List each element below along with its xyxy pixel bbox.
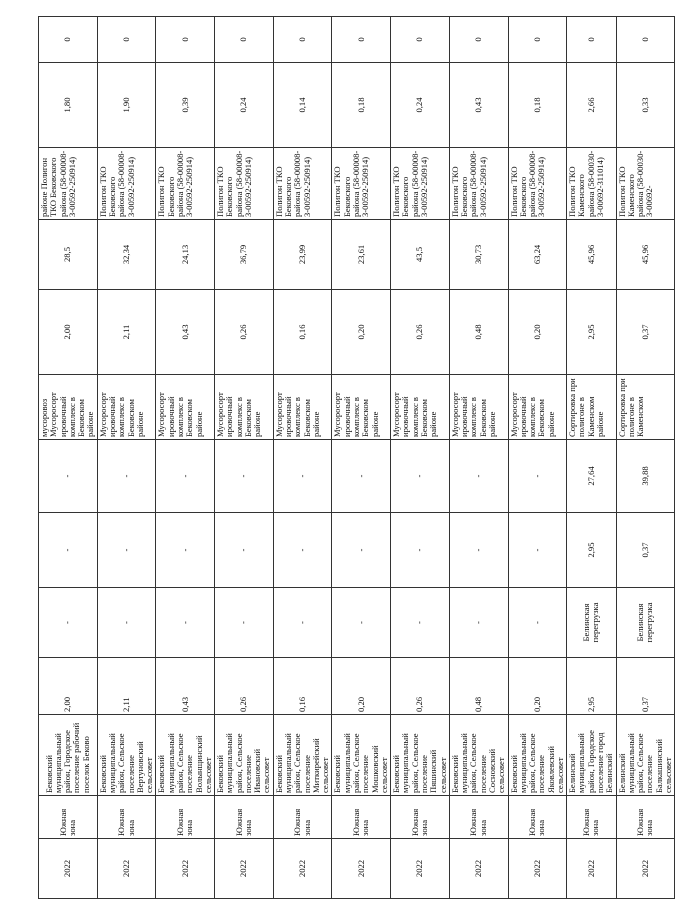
transfer-station-cell — [273, 588, 332, 658]
disposal-site-cell-text: Полигон ТКО Бековского района (58-00008-З-00592-250914) — [273, 150, 312, 217]
extra-value-cell — [156, 17, 215, 63]
processing-mass-cell-text: 2,00 — [62, 324, 73, 340]
processing-residual-cell-text: 28,5 — [62, 246, 73, 263]
transfer-mass-cell-text: - — [62, 548, 73, 552]
disposal-site-cell — [39, 148, 98, 220]
table-row — [97, 17, 156, 899]
municipality-cell — [391, 715, 450, 796]
municipality-cell — [567, 715, 616, 796]
year-cell — [449, 839, 508, 899]
disposal-mass-cell-text: 0,39 — [179, 97, 190, 113]
table-row — [449, 17, 508, 899]
year-cell-text: 2022 — [296, 859, 307, 878]
transfer-mass-cell — [508, 513, 567, 588]
processing-residual-cell-text: 24,13 — [179, 244, 190, 265]
year-cell-text: 2022 — [585, 859, 596, 878]
extra-value-cell — [508, 17, 567, 63]
waste-mass-cell — [567, 658, 616, 715]
disposal-site-cell-text: Полигон ТКО Бековского района (58-00008-З-00592-250914) — [449, 150, 488, 217]
disposal-mass-cell — [616, 63, 675, 148]
municipality-cell-text: Бековский муниципальный район, Сельское поселение Волынщинский сельсовет — [156, 733, 213, 793]
disposal-site-cell — [449, 148, 508, 220]
table-row — [215, 17, 274, 899]
transfer-mass-cell — [273, 513, 332, 588]
table-row — [156, 17, 215, 899]
disposal-site-cell-text: Полигон ТКО Каменского района (58-00030-З-00692- — [616, 150, 655, 217]
zone-cell — [97, 796, 156, 839]
waste-mass-cell-text: 0,26 — [238, 696, 249, 712]
processing-mass-cell — [273, 290, 332, 375]
disposal-mass-cell-text: 0,24 — [238, 97, 249, 113]
municipality-cell — [616, 715, 675, 796]
municipality-cell — [508, 715, 567, 796]
transfer-station-cell — [39, 588, 98, 658]
year-cell-text: 2022 — [531, 859, 542, 878]
extra-value-cell-text: 0 — [62, 37, 73, 42]
transfer-station-cell-text: - — [179, 621, 190, 624]
transfer-residual-cell-text: - — [62, 474, 73, 478]
year-cell-text: 2022 — [179, 859, 190, 878]
zone-cell — [332, 796, 391, 839]
waste-mass-cell — [332, 658, 391, 715]
disposal-mass-cell — [508, 63, 567, 148]
transfer-mass-cell — [449, 513, 508, 588]
municipality-cell-text: Бековский муниципальный район, Городское поселение рабочий поселок Беково — [43, 722, 91, 793]
zone-cell — [391, 796, 450, 839]
zone-cell-text: Южная зона — [233, 808, 253, 836]
municipality-cell — [97, 715, 156, 796]
disposal-mass-cell — [449, 63, 508, 148]
disposal-site-cell-text: Полигон ТКО Бековского района (58-00008-З-00592-250914) — [332, 150, 371, 217]
transfer-residual-cell — [273, 440, 332, 513]
disposal-mass-cell — [39, 63, 98, 148]
waste-mass-cell — [391, 658, 450, 715]
transfer-residual-cell — [39, 440, 98, 513]
processing-residual-cell — [332, 220, 391, 290]
waste-mass-cell — [97, 658, 156, 715]
disposal-mass-cell — [273, 63, 332, 148]
processing-facility-cell — [616, 375, 675, 440]
zone-cell — [449, 796, 508, 839]
transfer-mass-cell-text: - — [355, 548, 366, 552]
processing-facility-cell — [273, 375, 332, 440]
processing-residual-cell-text: 63,24 — [531, 244, 542, 265]
processing-facility-cell-text: Мусоросорт ировочный комплекс в Бековском районе — [449, 392, 497, 437]
municipality-cell-text: Бековский муниципальный район, Сельское поселение Мошковский сельсовет — [332, 733, 389, 793]
table-row — [391, 17, 450, 899]
processing-mass-cell — [156, 290, 215, 375]
table-row — [332, 17, 391, 899]
year-cell-text: 2022 — [473, 859, 484, 878]
transfer-station-cell-text: Белинская перегрузка — [635, 602, 655, 643]
waste-mass-cell — [508, 658, 567, 715]
year-cell — [39, 839, 98, 899]
transfer-residual-cell — [332, 440, 391, 513]
waste-mass-cell — [616, 658, 675, 715]
transfer-station-cell — [391, 588, 450, 658]
transfer-residual-cell — [508, 440, 567, 513]
processing-facility-cell-text: Мусоросорт ировочный комплекс в Бековском районе — [156, 392, 204, 437]
disposal-site-cell-text: Полигон ТКО Бековского района (58-00008-З-00592-250914) — [391, 150, 429, 217]
municipality-cell-text: Белинский муниципальный район, Городское поселение город Белинский — [567, 730, 615, 793]
zone-cell-text: Южная зона — [468, 808, 488, 836]
transfer-mass-cell — [391, 513, 450, 588]
processing-facility-cell-text: Мусоросорт ировочный комплекс в Бековском районе — [508, 392, 556, 437]
transfer-mass-cell — [215, 513, 274, 588]
extra-value-cell-text: 0 — [120, 37, 131, 42]
disposal-site-cell — [215, 148, 274, 220]
zone-cell-text: Южная зона — [581, 808, 601, 836]
transfer-residual-cell — [449, 440, 508, 513]
transfer-residual-cell-text: - — [355, 474, 366, 478]
table-row — [567, 17, 616, 899]
table-row — [39, 17, 98, 899]
transfer-station-cell — [449, 588, 508, 658]
processing-mass-cell — [391, 290, 450, 375]
disposal-site-cell — [97, 148, 156, 220]
processing-mass-cell-text: 0,26 — [238, 324, 249, 340]
transfer-mass-cell-text: - — [531, 548, 542, 552]
processing-mass-cell — [39, 290, 98, 375]
disposal-mass-cell — [391, 63, 450, 148]
transfer-station-cell-text: - — [473, 621, 484, 624]
year-cell-text: 2022 — [62, 859, 73, 878]
zone-cell-text: Южная зона — [409, 808, 429, 836]
transfer-station-cell-text: - — [296, 621, 307, 624]
extra-value-cell-text: 0 — [531, 37, 542, 42]
disposal-mass-cell-text: 1,80 — [62, 97, 73, 113]
processing-facility-cell — [508, 375, 567, 440]
municipality-cell-text: Бековский муниципальный район, Сельское поселение Сосновский сельсовет — [449, 733, 507, 793]
municipality-cell-text: Бековский муниципальный район, Сельское поселение Вертуновский сельсовет — [97, 733, 155, 793]
transfer-station-cell — [156, 588, 215, 658]
year-cell — [332, 839, 391, 899]
transfer-station-cell-text: - — [120, 621, 131, 624]
transfer-mass-cell — [616, 513, 675, 588]
table-row — [508, 17, 567, 899]
municipality-cell — [273, 715, 332, 796]
waste-mass-cell-text: 0,16 — [296, 696, 307, 712]
zone-cell-text: Южная зона — [527, 808, 547, 836]
transfer-residual-cell-text: - — [120, 474, 131, 478]
processing-facility-cell-text: Мусоросорт ировочный комплекс в Бековском районе — [273, 392, 321, 437]
disposal-site-cell-text: Полигон ТКО Каменского района (58-00030-З-00692-311014) — [567, 150, 606, 217]
processing-residual-cell-text: 43,5 — [414, 246, 425, 263]
extra-value-cell-text: 0 — [585, 37, 596, 42]
processing-residual-cell — [273, 220, 332, 290]
transfer-residual-cell-text: - — [238, 474, 249, 478]
waste-mass-cell-text: 2,00 — [62, 696, 73, 712]
processing-facility-cell-text: мусоровоз Мусоросорт ировочный комплекс в Бековском районе — [39, 392, 96, 437]
waste-mass-cell-text: 0,37 — [639, 696, 650, 712]
processing-mass-cell — [508, 290, 567, 375]
transfer-mass-cell — [39, 513, 98, 588]
municipality-cell — [332, 715, 391, 796]
zone-cell — [39, 796, 98, 839]
extra-value-cell-text: 0 — [473, 37, 484, 42]
processing-residual-cell-text: 45,96 — [639, 244, 650, 265]
transfer-mass-cell — [156, 513, 215, 588]
disposal-mass-cell — [215, 63, 274, 148]
waste-mass-cell-text: 0,20 — [531, 696, 542, 712]
year-cell — [156, 839, 215, 899]
waste-mass-cell-text: 0,20 — [355, 696, 366, 712]
processing-mass-cell-text: 0,26 — [414, 324, 425, 340]
disposal-mass-cell — [332, 63, 391, 148]
transfer-residual-cell-text: - — [296, 474, 307, 478]
zone-cell — [215, 796, 274, 839]
extra-value-cell-text: 0 — [414, 37, 425, 42]
disposal-site-cell — [567, 148, 616, 220]
year-cell — [215, 839, 274, 899]
processing-residual-cell-text: 23,61 — [355, 244, 366, 265]
zone-cell-text: Южная зона — [174, 808, 195, 836]
processing-residual-cell-text: 30,73 — [473, 244, 484, 265]
transfer-residual-cell — [616, 440, 675, 513]
processing-facility-cell-text: Мусоросорт ировочный комплекс в Бековском районе — [215, 392, 263, 437]
processing-mass-cell-text: 0,20 — [355, 324, 366, 340]
processing-facility-cell — [215, 375, 274, 440]
processing-mass-cell — [215, 290, 274, 375]
transfer-residual-cell-text: - — [531, 474, 542, 478]
extra-value-cell — [332, 17, 391, 63]
municipality-cell — [156, 715, 215, 796]
processing-residual-cell — [391, 220, 450, 290]
zone-cell — [273, 796, 332, 839]
processing-mass-cell-text: 0,37 — [639, 324, 650, 340]
processing-mass-cell — [616, 290, 675, 375]
transfer-station-cell — [567, 588, 616, 658]
disposal-site-cell — [332, 148, 391, 220]
transfer-mass-cell-text: - — [296, 548, 307, 552]
municipality-cell-text: Белинский муниципальный район, Сельское поселение Балкашинский сельсовет — [616, 733, 673, 793]
extra-value-cell-text: 0 — [238, 37, 249, 42]
processing-facility-cell — [156, 375, 215, 440]
processing-mass-cell-text: 2,95 — [585, 324, 596, 340]
transfer-residual-cell-text: - — [473, 474, 484, 478]
waste-mass-cell-text: 0,43 — [179, 696, 190, 712]
year-cell-text: 2022 — [639, 859, 650, 878]
processing-mass-cell-text: 0,48 — [473, 324, 484, 340]
processing-facility-cell — [97, 375, 156, 440]
zone-cell-text: Южная зона — [116, 808, 136, 836]
waste-mass-cell-text: 0,48 — [473, 696, 484, 712]
transfer-mass-cell-text: - — [120, 548, 131, 552]
transfer-station-cell-text: - — [238, 621, 249, 624]
waste-mass-cell-text: 2,11 — [120, 697, 131, 712]
processing-mass-cell — [567, 290, 616, 375]
disposal-site-cell-text: Полигон ТКО Бековского района (58-00008-З-00592-250914) — [215, 150, 253, 217]
extra-value-cell-text: 0 — [296, 37, 307, 42]
extra-value-cell-text: 0 — [639, 37, 650, 42]
zone-cell — [508, 796, 567, 839]
year-cell-text: 2022 — [238, 859, 249, 878]
transfer-station-cell — [508, 588, 567, 658]
extra-value-cell — [97, 17, 156, 63]
transfer-station-cell-text: - — [531, 621, 542, 624]
transfer-station-cell — [215, 588, 274, 658]
transfer-residual-cell — [567, 440, 616, 513]
disposal-site-cell — [391, 148, 450, 220]
municipality-cell-text: Бековский муниципальный район, Сельское поселение Ивановский сельсовет — [215, 733, 272, 793]
disposal-site-cell-text: Полигон ТКО Бековского района (58-00008-З-00592-250914) — [156, 150, 195, 217]
extra-value-cell — [215, 17, 274, 63]
transfer-mass-cell-text: 2,95 — [585, 542, 596, 558]
processing-facility-cell — [39, 375, 98, 440]
waste-mass-cell — [39, 658, 98, 715]
disposal-mass-cell-text: 0,18 — [355, 97, 366, 113]
waste-mass-cell-text: 2,95 — [585, 696, 596, 712]
transfer-station-cell — [97, 588, 156, 658]
year-cell-text: 2022 — [120, 859, 131, 878]
municipality-cell-text: Бековский муниципальный район, Сельское поселение Пяшинский сельсовет — [391, 733, 448, 793]
processing-facility-cell — [391, 375, 450, 440]
waste-mass-cell-text: 0,26 — [414, 696, 425, 712]
extra-value-cell-text: 0 — [179, 37, 190, 42]
transfer-station-cell-text: - — [62, 621, 73, 624]
processing-residual-cell — [215, 220, 274, 290]
municipality-cell-text: Бековский муниципальный район, Сельское поселение Яковлевский сельсовет — [508, 733, 565, 793]
transfer-residual-cell — [156, 440, 215, 513]
transfer-residual-cell-text: 27,64 — [585, 466, 596, 486]
year-cell — [273, 839, 332, 899]
disposal-mass-cell-text: 0,33 — [639, 97, 650, 113]
zone-cell-text: Южная зона — [292, 808, 312, 836]
transfer-mass-cell — [97, 513, 156, 588]
waste-mass-cell — [449, 658, 508, 715]
year-cell — [508, 839, 567, 899]
waste-mass-cell — [156, 658, 215, 715]
processing-facility-cell-text: Сортировка при полигоне в Каменском районе — [567, 378, 606, 437]
processing-residual-cell — [567, 220, 616, 290]
disposal-mass-cell-text: 1,90 — [120, 97, 131, 113]
processing-mass-cell-text: 0,43 — [179, 324, 190, 340]
processing-mass-cell — [97, 290, 156, 375]
table-row — [273, 17, 332, 899]
disposal-site-cell — [273, 148, 332, 220]
zone-cell — [567, 796, 616, 839]
transfer-mass-cell-text: - — [473, 548, 484, 552]
processing-facility-cell — [567, 375, 616, 440]
disposal-site-cell — [508, 148, 567, 220]
waste-mass-cell — [273, 658, 332, 715]
disposal-mass-cell-text: 0,43 — [473, 97, 484, 113]
processing-facility-cell-text: Сортировка при полигоне в Каменском — [616, 378, 646, 437]
transfer-mass-cell — [567, 513, 616, 588]
disposal-mass-cell-text: 0,18 — [531, 97, 542, 113]
processing-residual-cell-text: 32,34 — [120, 244, 131, 265]
municipality-cell — [449, 715, 508, 796]
rotated-table-wrapper — [38, 17, 673, 899]
zone-cell-text: Южная зона — [57, 808, 77, 836]
transfer-mass-cell-text: - — [238, 548, 249, 552]
disposal-mass-cell — [97, 63, 156, 148]
disposal-site-cell-text: Полигон ТКО Бековского района (58-00008-З-00592-250914) — [97, 150, 136, 217]
extra-value-cell — [567, 17, 616, 63]
processing-residual-cell — [156, 220, 215, 290]
transfer-mass-cell-text: - — [179, 548, 190, 552]
transfer-residual-cell — [215, 440, 274, 513]
processing-residual-cell — [616, 220, 675, 290]
year-cell — [97, 839, 156, 899]
year-cell — [391, 839, 450, 899]
extra-value-cell-text: 0 — [355, 37, 366, 42]
zone-cell-text: Южная зона — [351, 808, 371, 836]
zone-cell-text: Южная зона — [635, 808, 655, 836]
processing-facility-cell-text: Мусоросорт ировочный комплекс в Бековском районе — [391, 392, 439, 437]
transfer-station-cell-text: Белинская перегрузка — [581, 602, 601, 643]
transfer-station-cell-text: - — [414, 621, 425, 624]
transfer-mass-cell-text: 0,37 — [639, 542, 650, 558]
transfer-station-cell — [332, 588, 391, 658]
processing-mass-cell-text: 0,20 — [531, 324, 542, 340]
processing-facility-cell — [449, 375, 508, 440]
processing-mass-cell-text: 2,11 — [120, 324, 131, 340]
disposal-site-cell — [156, 148, 215, 220]
transfer-residual-cell-text: - — [414, 474, 425, 478]
transfer-mass-cell — [332, 513, 391, 588]
zone-cell — [156, 796, 215, 839]
disposal-mass-cell-text: 2,66 — [585, 97, 596, 113]
processing-residual-cell-text: 36,79 — [238, 244, 249, 265]
processing-facility-cell-text: Мусоросорт ировочный комплекс в Бековском районе — [97, 392, 145, 437]
extra-value-cell — [39, 17, 98, 63]
table-row — [616, 17, 675, 899]
processing-facility-cell — [332, 375, 391, 440]
extra-value-cell — [449, 17, 508, 63]
transfer-station-cell — [616, 588, 675, 658]
municipality-cell — [215, 715, 274, 796]
extra-value-cell — [273, 17, 332, 63]
year-cell-text: 2022 — [414, 859, 425, 878]
processing-residual-cell — [508, 220, 567, 290]
waste-mass-cell — [215, 658, 274, 715]
processing-residual-cell-text: 45,96 — [585, 244, 596, 265]
year-cell — [567, 839, 616, 899]
extra-value-cell — [391, 17, 450, 63]
transfer-residual-cell-text: - — [179, 474, 190, 478]
processing-mass-cell — [332, 290, 391, 375]
waste-flow-table — [38, 16, 675, 899]
transfer-station-cell-text: - — [355, 621, 366, 624]
processing-facility-cell-text: Мусоросорт ировочный комплекс в Бековском районе — [332, 392, 380, 437]
processing-residual-cell — [39, 220, 98, 290]
processing-residual-cell-text: 23,99 — [296, 244, 307, 265]
extra-value-cell — [616, 17, 675, 63]
transfer-residual-cell-text: 39,88 — [639, 466, 650, 486]
disposal-site-cell-text: Полигон ТКО Бековского района (58-00008-З-00592-250914) — [508, 150, 547, 217]
transfer-residual-cell — [97, 440, 156, 513]
disposal-mass-cell-text: 0,24 — [414, 97, 425, 113]
processing-mass-cell — [449, 290, 508, 375]
municipality-cell — [39, 715, 98, 796]
processing-mass-cell-text: 0,16 — [296, 324, 307, 340]
disposal-mass-cell — [156, 63, 215, 148]
municipality-cell-text: Бековский муниципальный район, Сельское поселение Миткирейский сельсовет — [273, 733, 331, 793]
year-cell — [616, 839, 675, 899]
disposal-mass-cell-text: 0,14 — [296, 97, 307, 113]
disposal-site-cell-text: районе Полигон ТКО Бековского района (58-00008-З-00592-250914) — [39, 150, 77, 217]
transfer-residual-cell — [391, 440, 450, 513]
disposal-site-cell — [616, 148, 675, 220]
disposal-mass-cell — [567, 63, 616, 148]
zone-cell — [616, 796, 675, 839]
processing-residual-cell — [449, 220, 508, 290]
processing-residual-cell — [97, 220, 156, 290]
transfer-mass-cell-text: - — [414, 548, 425, 552]
year-cell-text: 2022 — [355, 859, 366, 878]
